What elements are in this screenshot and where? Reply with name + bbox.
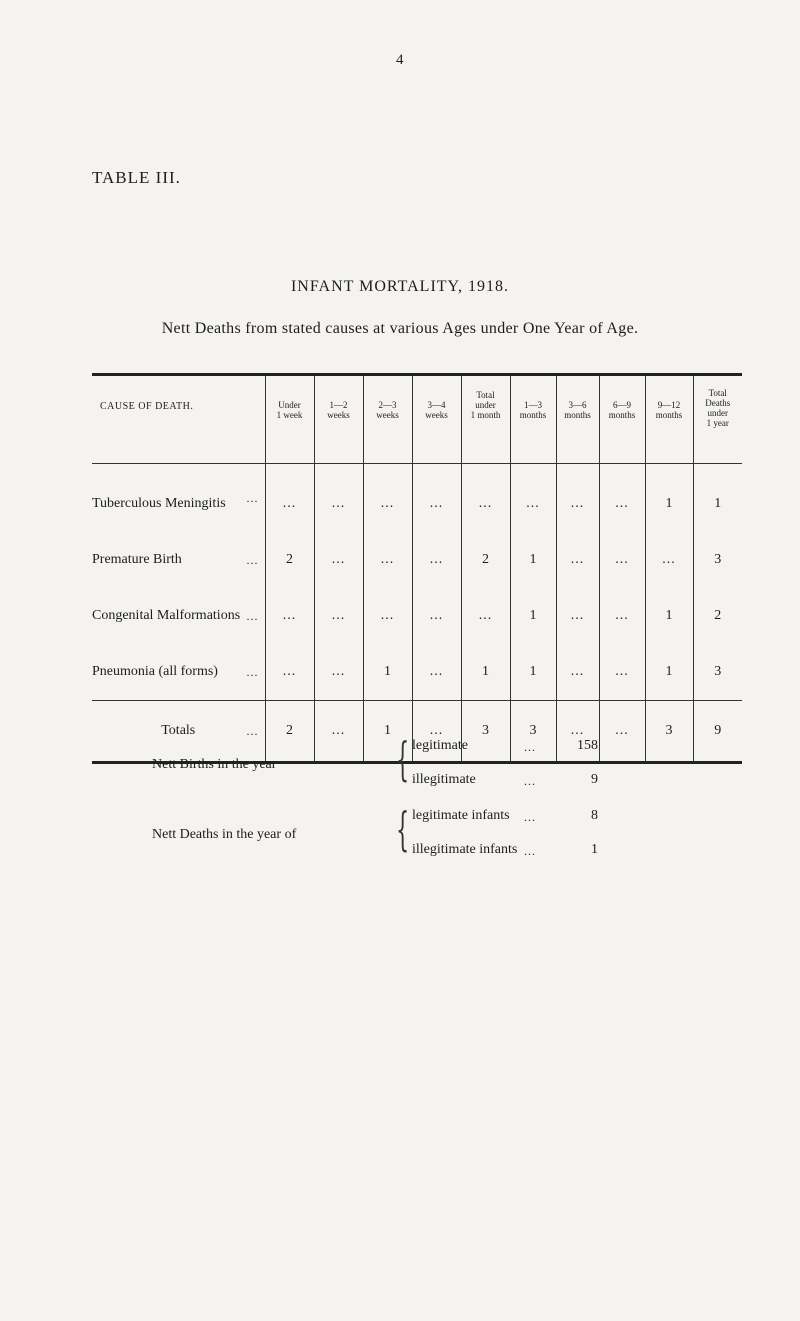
cause-cell	[92, 588, 265, 644]
table-header-row	[92, 375, 742, 464]
cause-label: Congenital Malformations	[92, 608, 241, 623]
column-header	[314, 375, 363, 464]
totals-cell	[92, 701, 265, 763]
leader-dots: ...	[246, 490, 259, 505]
leader-dots: ...	[246, 608, 259, 623]
header-line: weeks	[376, 410, 399, 420]
births-illegitimate-label: illegitimate	[412, 772, 476, 787]
value-cell: ...	[556, 644, 599, 701]
page-number: 4	[396, 52, 404, 68]
table-label: TABLE III.	[92, 168, 181, 187]
column-header	[693, 375, 742, 464]
header-line: Total	[476, 390, 495, 400]
cause-cell	[92, 644, 265, 701]
leader-dots: ...	[246, 552, 259, 567]
value-cell: 1	[510, 644, 556, 701]
deaths-illegitimate-value: 1	[591, 842, 598, 857]
header-line: months	[564, 410, 591, 420]
total-value-cell: ...	[412, 701, 461, 763]
header-line: 1 year	[706, 418, 729, 428]
value-cell: 1	[363, 644, 412, 701]
column-header	[645, 375, 693, 464]
value-cell: 1	[510, 588, 556, 644]
totals-label: Totals	[161, 723, 196, 738]
value-cell: ...	[412, 588, 461, 644]
column-header	[461, 375, 510, 464]
value-cell: 1	[693, 464, 742, 533]
value-cell: ...	[314, 588, 363, 644]
value-cell: ...	[265, 464, 314, 533]
value-cell: ...	[461, 588, 510, 644]
value-cell: ...	[599, 532, 645, 588]
value-cell: 2	[265, 532, 314, 588]
value-cell: 1	[645, 644, 693, 701]
column-header	[510, 375, 556, 464]
total-value-cell: 9	[693, 701, 742, 763]
value-cell: 1	[645, 464, 693, 533]
header-line: Deaths	[705, 398, 731, 408]
column-header	[599, 375, 645, 464]
header-line: 2—3	[378, 400, 397, 410]
table-row	[92, 644, 742, 701]
value-cell: ...	[599, 644, 645, 701]
nett-births-label: Nett Births in the year	[152, 757, 277, 772]
total-value-cell: 1	[363, 701, 412, 763]
total-value-cell: 3	[645, 701, 693, 763]
cause-label: Pneumonia (all forms)	[92, 664, 218, 679]
header-line: 6—9	[613, 400, 631, 410]
value-cell: 1	[510, 532, 556, 588]
table-row	[92, 464, 742, 533]
leader-dots: ...	[524, 844, 536, 858]
value-cell: ...	[265, 644, 314, 701]
value-cell: ...	[363, 588, 412, 644]
value-cell: 1	[645, 588, 693, 644]
value-cell: 2	[461, 532, 510, 588]
header-line: 1 month	[470, 410, 501, 420]
column-header	[363, 375, 412, 464]
left-brace-icon: {	[396, 732, 410, 786]
header-line: months	[608, 410, 636, 420]
deaths-legitimate-value: 8	[591, 808, 598, 823]
leader-dots: ...	[246, 723, 259, 738]
value-cell: ...	[556, 464, 599, 533]
births-illegitimate-value: 9	[591, 772, 598, 787]
total-value-cell: 2	[265, 701, 314, 763]
leader-dots: ...	[246, 664, 259, 679]
header-line: 3—4	[427, 400, 446, 410]
value-cell: ...	[412, 464, 461, 533]
value-cell: 2	[693, 588, 742, 644]
header-line: 3—6	[568, 400, 587, 410]
header-line: weeks	[425, 410, 448, 420]
leader-dots: ...	[524, 740, 536, 754]
value-cell: ...	[510, 464, 556, 533]
header-line: months	[519, 410, 547, 420]
value-cell: 3	[693, 532, 742, 588]
page-title: INFANT MORTALITY, 1918.	[290, 278, 510, 295]
nett-deaths-label: Nett Deaths in the year of	[152, 827, 297, 842]
value-cell: ...	[363, 464, 412, 533]
births-legitimate-value: 158	[577, 738, 598, 753]
header-line: 1—2	[329, 400, 348, 410]
total-value-cell: 3	[510, 701, 556, 763]
value-cell: ...	[412, 644, 461, 701]
left-brace-icon: {	[396, 802, 410, 856]
cause-column-header: CAUSE OF DEATH.	[92, 375, 265, 464]
value-cell: ...	[265, 588, 314, 644]
header-line: weeks	[327, 410, 350, 420]
header-line: 1 week	[276, 410, 303, 420]
births-legitimate-label: legitimate	[412, 738, 468, 753]
value-cell: ...	[314, 644, 363, 701]
header-line: months	[655, 410, 683, 420]
deaths-illegitimate-label: illegitimate infants	[412, 842, 518, 857]
cause-cell	[92, 464, 265, 533]
infant-mortality-table	[92, 373, 742, 764]
leader-dots: ...	[524, 774, 536, 788]
value-cell: ...	[363, 532, 412, 588]
header-line: Total	[708, 388, 727, 398]
cause-cell	[92, 532, 265, 588]
column-header	[412, 375, 461, 464]
value-cell: 1	[461, 644, 510, 701]
table-row	[92, 532, 742, 588]
value-cell: ...	[645, 532, 693, 588]
value-cell: ...	[556, 532, 599, 588]
value-cell: ...	[314, 532, 363, 588]
table-row	[92, 588, 742, 644]
value-cell: ...	[314, 464, 363, 533]
leader-dots: ...	[524, 810, 536, 824]
column-header	[556, 375, 599, 464]
header-line: 9—12	[657, 400, 681, 410]
total-value-cell: ...	[556, 701, 599, 763]
total-value-cell: ...	[314, 701, 363, 763]
value-cell: ...	[461, 464, 510, 533]
value-cell: 3	[693, 644, 742, 701]
value-cell: ...	[556, 588, 599, 644]
table-subtitle: Nett Deaths from stated causes at various Ages under One Year of Age.	[161, 320, 639, 337]
deaths-legitimate-label: legitimate infants	[412, 808, 510, 823]
value-cell: ...	[412, 532, 461, 588]
column-header	[265, 375, 314, 464]
value-cell: ...	[599, 464, 645, 533]
header-line: under	[475, 400, 496, 410]
header-line: Under	[278, 400, 301, 410]
cause-label: Premature Birth	[92, 552, 182, 567]
cause-label: Tuberculous Meningitis	[92, 496, 226, 511]
total-value-cell: ...	[599, 701, 645, 763]
header-line: under	[707, 408, 728, 418]
header-line: 1—3	[524, 400, 542, 410]
total-value-cell: 3	[461, 701, 510, 763]
value-cell: ...	[599, 588, 645, 644]
